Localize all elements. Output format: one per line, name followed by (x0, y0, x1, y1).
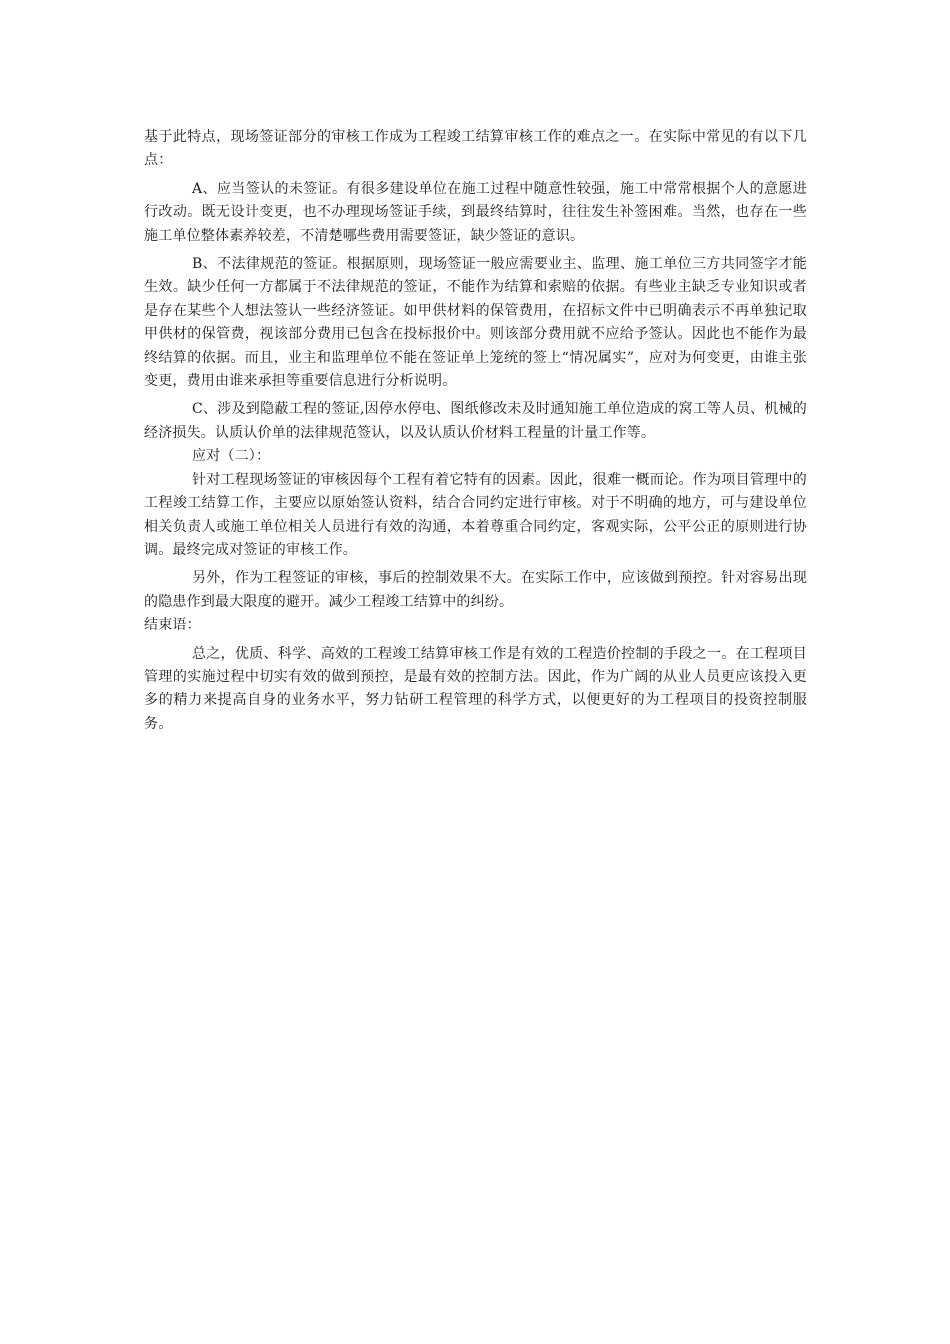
document-body (144, 126, 807, 736)
paragraph-item-b: B、不法律规范的签证。根据原则，现场签证一般应需要业主、监理、施工单位三方共同签字才能生效。缺少任何一方都属于不法律规范的签证，不能作为结算和索赔的依据。有些业主缺乏专业知识或者是存在某些个人想法签认一些经济签证。如甲供材料的保管费用，在招标文件中已明确表示不再单独记取甲供材的保管费，视该部分费用已包含在投标报价中。则该部分费用就不应给予签认。因此也不能作为最终结算的依据。而且，业主和监理单位不能在签证单上笼统的签上“情况属实”，应对为何变更，由谁主张变更，费用由谁来承担等重要信息进行分析说明。 (144, 256, 807, 390)
paragraph-item-c: C、涉及到隐蔽工程的签证,因停水停电、图纸修改未及时通知施工单位造成的窝工等人员、机械的经济损失。认质认价单的法律规范签认，以及认质认价材料工程量的计量工作等。 (144, 401, 807, 441)
paragraph-item-a: A、应当签认的未签证。有很多建设单位在施工过程中随意性较强，施工中常常根据个人的意愿进行改动。既无设计变更，也不办理现场签证手续，到最终结算时，往往发生补签困难。当然，也存在一些施工单位整体素养较差，不清楚哪些费用需要签证，缺少签证的意识。 (144, 180, 807, 244)
section-heading-response: 应对（二）： (192, 448, 271, 465)
paragraph-conclusion: 总之，优质、科学、高效的工程竣工结算审核工作是有效的工程造价控制的手段之一。在工程项目管理的实施过程中切实有效的做到预控，是最有效的控制方法。因此，作为广阔的从业人员更应该投入更多的精力来提高自身的业务水平，努力钻研工程管理的科学方式，以便更好的为工程项目的投资控制服务。 (144, 645, 807, 732)
paragraph-response-2: 另外，作为工程签证的审核，事后的控制效果不大。在实际工作中，应该做到预控。针对容易出现的隐患作到最大限度的避开。减少工程竣工结算中的纠纷。 (144, 570, 807, 610)
section-heading-conclusion: 结束语： (144, 617, 201, 634)
paragraph-intro: 基于此特点，现场签证部分的审核工作成为工程竣工结算审核工作的难点之一。在实际中常见的有以下几点： (144, 129, 807, 169)
paragraph-response-1: 针对工程现场签证的审核因每个工程有着它特有的因素。因此，很难一概而论。作为项目管理中的工程竣工结算工作，主要应以原始签认资料，结合合同约定进行审核。对于不明确的地方，可与建设单位相关负责人或施工单位相关人员进行有效的沟通，本着尊重合同约定，客观实际，公平公正的原则进行协调。最终完成对签证的审核工作。 (144, 471, 807, 558)
